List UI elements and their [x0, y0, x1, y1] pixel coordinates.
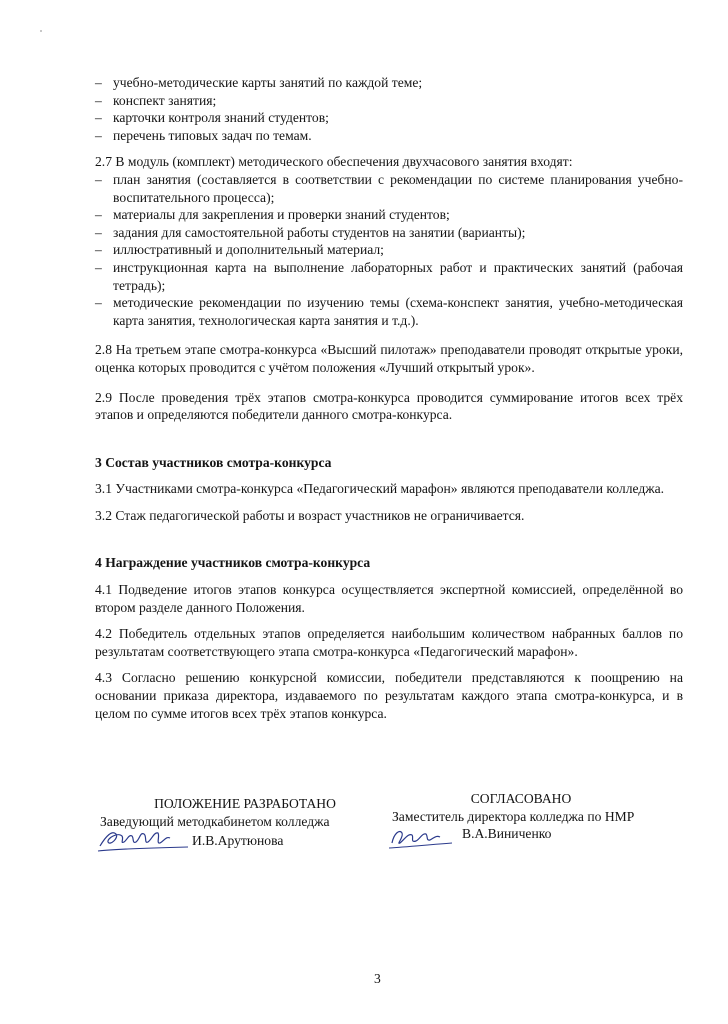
paragraph-4-3: 4.3 Согласно решению конкурсной комиссии, победители представляются к поощрению на основании приказа директора, издаваемого по результатам каждого этапа смотра-конкурса, и в целом по сумме итогов всех трёх этапов конкурса.	[95, 670, 683, 721]
signature-block-approval	[392, 790, 692, 851]
list-item: – учебно-методические карты занятий по каждой теме;	[95, 74, 683, 92]
list-item-text: инструкционная карта на выполнение лабораторных работ и практических занятий (рабочая тетрадь);	[113, 259, 683, 293]
signature-name: В.А.Виниченко	[462, 826, 552, 842]
paragraph-4-2: 4.2 Победитель отдельных этапов определяется наибольшим количеством набранных баллов по результатам соответствующего этапа смотра-конкурса «Педагогический марафон».	[95, 626, 683, 659]
list-item: – задания для самостоятельной работы студентов на занятии (варианты);	[95, 224, 683, 242]
paragraph-4-1: 4.1 Подведение итогов этапов конкурса осуществляется экспертной комиссией, определённой во втором разделе данного Положения.	[95, 582, 683, 615]
section-4-title: 4 Награждение участников смотра-конкурса	[95, 555, 371, 571]
list-item-text: конспект занятия;	[113, 92, 217, 108]
list-item-text: перечень типовых задач по темам.	[113, 127, 312, 143]
paragraph-2-7-intro: 2.7 В модуль (комплект) методического обеспечения двухчасового занятия входят:	[95, 154, 573, 170]
paragraph-3-2: 3.2 Стаж педагогической работы и возраст участников не ограничивается.	[95, 507, 525, 523]
list-item: – инструкционная карта на выполнение лабораторных работ и практических занятий (рабочая тетрадь);	[95, 259, 683, 293]
signature-heading: ПОЛОЖЕНИЕ РАЗРАБОТАНО	[154, 796, 336, 811]
handwritten-signature-icon	[96, 824, 191, 858]
list-item: – методические рекомендации по изучению темы (схема-конспект занятия, учебно-методическая карта занятия, технологическая карта занятия и т.д.).	[95, 295, 683, 328]
section-3-title: 3 Состав участников смотра-конкурса	[95, 454, 332, 470]
list-item-text: задания для самостоятельной работы студентов на занятии (варианты);	[113, 224, 526, 240]
list-item-text: материалы для закрепления и проверки знаний студентов;	[113, 207, 450, 223]
signature-heading: СОГЛАСОВАНО	[470, 791, 572, 806]
list-item-text: карточки контроля знаний студентов;	[113, 110, 329, 126]
scan-speck	[40, 30, 42, 32]
paragraph-3-1: 3.1 Участниками смотра-конкурса «Педагогический марафон» являются преподаватели колледжа.	[95, 481, 665, 497]
paragraph-2-7	[95, 153, 683, 329]
signature-position: Заведующий методкабинетом колледжа	[100, 813, 330, 829]
signature-position: Заместитель директора колледжа по НМР	[392, 808, 635, 824]
list-item: – конспект занятия;	[95, 92, 683, 110]
handwritten-signature-icon	[386, 823, 456, 853]
list-item: – перечень типовых задач по темам.	[95, 127, 683, 145]
list-item-text: план занятия (составляется в соответствии с рекомендации по системе планирования учебно-воспитательного процесса);	[113, 171, 683, 205]
list-item-text: иллюстративный и дополнительный материал;	[113, 242, 384, 258]
list-item: – план занятия (составляется в соответствии с рекомендации по системе планирования учебно-воспитательного процесса);	[95, 171, 683, 205]
signature-block-developer	[100, 795, 400, 856]
list-item-text: методические рекомендации по изучению темы (схема-конспект занятия, учебно-методическая карта занятия, технологическая карта занятия и т.д.).	[113, 295, 683, 328]
document-body	[95, 74, 683, 722]
signature-name: И.В.Арутюнова	[192, 833, 284, 849]
list-item: – материалы для закрепления и проверки знаний студентов;	[95, 206, 683, 224]
paragraph-2-8: 2.8 На третьем этапе смотра-конкурса «Высший пилотаж» преподаватели проводят открытые уроки, оценка которых проводится с учётом положения «Лучший открытый урок».	[95, 342, 683, 375]
page-number: 3	[374, 971, 381, 986]
list-item: – иллюстративный и дополнительный материал;	[95, 241, 683, 259]
paragraph-2-9: 2.9 После проведения трёх этапов смотра-конкурса проводится суммирование итогов всех трёх этапов и определяются победители данного смотра-конкурса.	[95, 389, 683, 423]
list-top	[95, 74, 683, 144]
list-item-text: учебно-методические карты занятий по каждой теме;	[113, 75, 423, 90]
list-item: – карточки контроля знаний студентов;	[95, 109, 683, 127]
